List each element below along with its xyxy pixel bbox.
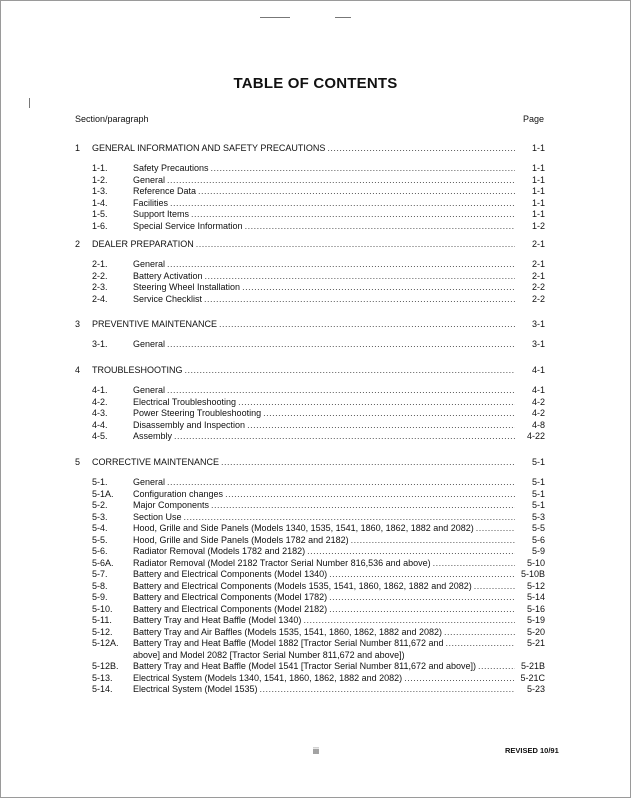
entry-number: 2-4. [92, 294, 108, 304]
entry-page: 5-1 [531, 457, 545, 467]
entry-number: 5-6A. [92, 558, 114, 568]
entry-title-with-leader [133, 281, 517, 293]
dot-leader [204, 293, 515, 305]
entry-number: 1-1. [92, 163, 108, 173]
entry-page: 5-23 [526, 684, 545, 694]
toc-item-row [0, 220, 631, 232]
entry-title: Battery Tray and Air Baffles (Models 1535, 1541, 1860, 1862, 1882 and 2082) [133, 627, 443, 637]
entry-number: 5-1. [92, 477, 108, 487]
entry-title: TROUBLESHOOTING [92, 365, 183, 375]
toc-item-row [0, 258, 631, 270]
entry-number: 5-3. [92, 512, 108, 522]
entry-title-with-leader [133, 162, 517, 174]
toc-item-row [0, 430, 631, 442]
toc-item-row [0, 545, 631, 557]
entry-title: Electrical System (Model 1535) [133, 684, 258, 694]
entry-title-with-leader [133, 545, 517, 557]
entry-page: 5-14 [526, 592, 545, 602]
entry-page: 5-10 [526, 558, 545, 568]
entry-page: 1-1 [531, 143, 545, 153]
entry-page: 2-2 [531, 294, 545, 304]
entry-number: 5-12. [92, 627, 113, 637]
entry-title-with-leader [133, 220, 517, 232]
entry-page: 1-1 [531, 163, 545, 173]
entry-page: 4-1 [531, 365, 545, 375]
entry-page: 5-19 [526, 615, 545, 625]
entry-number: 1-5. [92, 209, 108, 219]
dot-leader [303, 614, 515, 626]
dot-leader [219, 318, 515, 330]
entry-number: 5-10. [92, 604, 113, 614]
entry-title: Hood, Grille and Side Panels (Models 1782 and 2182) [133, 535, 349, 545]
dot-leader [191, 208, 515, 220]
entry-title: GENERAL INFORMATION AND SAFETY PRECAUTIONS [92, 143, 326, 153]
dot-leader [476, 522, 515, 534]
scan-speck [29, 98, 30, 108]
entry-title: Major Components [133, 500, 210, 510]
entry-page: 5-21C [520, 673, 545, 683]
entry-number: 3-1. [92, 339, 108, 349]
dot-leader [167, 384, 515, 396]
entry-number: 4-5. [92, 431, 108, 441]
scan-speck [335, 17, 351, 18]
entry-number: 5-9. [92, 592, 108, 602]
column-header-section: Section/paragraph [75, 114, 149, 124]
toc-item-row [0, 522, 631, 534]
entry-page: 5-1 [531, 477, 545, 487]
entry-title: Battery Tray and Heat Baffle (Model 1882 [Tractor Serial Number 811,672 and [133, 638, 444, 648]
toc-item-row [0, 499, 631, 511]
entry-title-with-leader [92, 238, 517, 250]
entry-title: Facilities [133, 198, 169, 208]
entry-number: 5-2. [92, 500, 108, 510]
entry-title-with-leader [133, 683, 517, 695]
entry-title: Assembly [133, 431, 173, 441]
entry-page: 1-2 [531, 221, 545, 231]
dot-leader [478, 660, 515, 672]
toc-item-row [0, 338, 631, 350]
entry-title-with-leader [133, 258, 517, 270]
dot-leader [245, 220, 515, 232]
dot-leader [307, 545, 515, 557]
toc-item-row [0, 637, 631, 649]
entry-number: 4 [75, 365, 81, 375]
entry-page: 5-3 [531, 512, 545, 522]
entry-title: DEALER PREPARATION [92, 239, 194, 249]
entry-number: 1-3. [92, 186, 108, 196]
entry-page: 5-5 [531, 523, 545, 533]
entry-title-with-leader [133, 293, 517, 305]
entry-number: 3 [75, 319, 81, 329]
entry-page: 4-8 [531, 420, 545, 430]
entry-page: 2-2 [531, 282, 545, 292]
entry-number: 4-1. [92, 385, 108, 395]
entry-page: 4-2 [531, 397, 545, 407]
toc-section-row [0, 318, 631, 330]
entry-number: 2 [75, 239, 81, 249]
entry-title-with-leader [92, 364, 517, 376]
toc-item-row [0, 614, 631, 626]
dot-leader [196, 238, 515, 250]
dot-leader [242, 281, 515, 293]
entry-number: 2-3. [92, 282, 108, 292]
entry-number: 5-8. [92, 581, 108, 591]
dot-leader [329, 568, 515, 580]
toc-section-row [0, 364, 631, 376]
entry-number: 5-7. [92, 569, 108, 579]
entry-page: 5-6 [531, 535, 545, 545]
entry-page: 5-21 [526, 638, 545, 648]
entry-number: 5-1A. [92, 489, 114, 499]
toc-item-row [0, 185, 631, 197]
dot-leader [211, 162, 515, 174]
entry-title: Battery and Electrical Components (Model 1340) [133, 569, 328, 579]
entry-number: 5-12A. [92, 638, 119, 648]
entry-title: General [133, 175, 166, 185]
dot-leader [446, 637, 516, 649]
entry-page: 2-1 [531, 239, 545, 249]
entry-title-with-leader [133, 384, 517, 396]
dot-leader [260, 683, 515, 695]
entry-title-with-leader [133, 568, 517, 580]
dot-leader [198, 185, 515, 197]
dot-leader [167, 258, 515, 270]
dot-leader [221, 456, 515, 468]
entry-title: Support Items [133, 209, 190, 219]
entry-title: Battery and Electrical Components (Models 1535, 1541, 1860, 1862, 1882 and 2082) [133, 581, 472, 591]
entry-number: 5-4. [92, 523, 108, 533]
entry-title-with-leader [92, 318, 517, 330]
entry-page: 5-1 [531, 489, 545, 499]
toc-section-row [0, 238, 631, 250]
entry-title: Battery Tray and Heat Baffle (Model 1340) [133, 615, 302, 625]
entry-title: CORRECTIVE MAINTENANCE [92, 457, 220, 467]
entry-page: 5-16 [526, 604, 545, 614]
toc-item-row [0, 384, 631, 396]
entry-number: 1-6. [92, 221, 108, 231]
toc-section-row [0, 142, 631, 154]
entry-title-with-leader [133, 637, 517, 649]
entry-page: 5-12 [526, 581, 545, 591]
entry-title: Service Checklist [133, 294, 203, 304]
toc-item-row [0, 660, 631, 672]
entry-title: Battery Tray and Heat Baffle (Model 1541 [Tractor Serial Number 811,672 and above]) [133, 661, 477, 671]
dot-leader [327, 142, 515, 154]
entry-page: 2-1 [531, 259, 545, 269]
entry-title-with-leader [133, 614, 517, 626]
entry-title-continuation: above] and Model 2082 [Tractor Serial Number 811,672 and above]) [133, 650, 405, 660]
toc-section-row [0, 456, 631, 468]
entry-title: Radiator Removal (Models 1782 and 2182) [133, 546, 306, 556]
entry-title: General [133, 385, 166, 395]
entry-page: 2-1 [531, 271, 545, 281]
toc-item-row [0, 162, 631, 174]
entry-title-with-leader [133, 430, 517, 442]
dot-leader [329, 591, 515, 603]
toc-item-row [0, 568, 631, 580]
entry-title-with-leader [133, 338, 517, 350]
entry-page: 3-1 [531, 339, 545, 349]
entry-page: 4-22 [526, 431, 545, 441]
dot-leader [263, 407, 515, 419]
toc-item-row [0, 591, 631, 603]
dot-leader [167, 338, 515, 350]
entry-page: 5-1 [531, 500, 545, 510]
scan-speck [260, 17, 290, 18]
entry-number: 2-2. [92, 271, 108, 281]
entry-number: 1-2. [92, 175, 108, 185]
entry-title: General [133, 259, 166, 269]
entry-title-with-leader [133, 208, 517, 220]
dot-leader [211, 499, 515, 511]
entry-title: Disassembly and Inspection [133, 420, 246, 430]
entry-title-with-leader [92, 142, 517, 154]
entry-page: 4-2 [531, 408, 545, 418]
entry-title: Battery Activation [133, 271, 203, 281]
entry-title-with-leader [92, 456, 517, 468]
dot-leader [185, 364, 515, 376]
toc-item-row [0, 683, 631, 695]
page-title: TABLE OF CONTENTS [233, 75, 398, 92]
entry-number: 5-12B. [92, 661, 119, 671]
entry-title: Steering Wheel Installation [133, 282, 241, 292]
entry-title-with-leader [133, 407, 517, 419]
entry-page: 5-9 [531, 546, 545, 556]
entry-title: Special Service Information [133, 221, 243, 231]
entry-number: 1-4. [92, 198, 108, 208]
entry-title: Electrical Troubleshooting [133, 397, 237, 407]
entry-number: 4-2. [92, 397, 108, 407]
entry-number: 1 [75, 143, 81, 153]
entry-title: Reference Data [133, 186, 197, 196]
entry-title: General [133, 477, 166, 487]
toc-item-row [0, 293, 631, 305]
entry-title-with-leader [133, 522, 517, 534]
toc-item-row [0, 281, 631, 293]
entry-page: 5-21B [520, 661, 545, 671]
column-header-page: Page [523, 114, 545, 124]
entry-page: 3-1 [531, 319, 545, 329]
toc-item-row [0, 208, 631, 220]
toc-item-row [0, 476, 631, 488]
entry-page: 1-1 [531, 175, 545, 185]
entry-title-with-leader [133, 476, 517, 488]
dot-leader [167, 476, 515, 488]
entry-title: Section Use [133, 512, 182, 522]
dot-leader [174, 430, 515, 442]
entry-number: 2-1. [92, 259, 108, 269]
entry-number: 5-11. [92, 615, 112, 625]
entry-title-with-leader [133, 591, 517, 603]
entry-page: 1-1 [531, 209, 545, 219]
entry-title: Battery and Electrical Components (Model 1782) [133, 592, 328, 602]
entry-title: Radiator Removal (Model 2182 Tractor Serial Number 816,536 and above) [133, 558, 431, 568]
entry-title: Configuration changes [133, 489, 224, 499]
entry-title: PREVENTIVE MAINTENANCE [92, 319, 218, 329]
entry-number: 5-14. [92, 684, 113, 694]
entry-page: 1-1 [531, 198, 545, 208]
footer-page-number: iii [313, 746, 319, 756]
entry-title: Battery and Electrical Components (Model 2182) [133, 604, 328, 614]
entry-page: 5-20 [526, 627, 545, 637]
entry-page: 1-1 [531, 186, 545, 196]
entry-number: 4-3. [92, 408, 108, 418]
entry-page: 4-1 [531, 385, 545, 395]
entry-title-with-leader [133, 660, 517, 672]
entry-number: 5-13. [92, 673, 113, 683]
entry-title: General [133, 339, 166, 349]
footer-revision: REVISED 10/91 [505, 746, 559, 755]
entry-page: 5-10B [520, 569, 545, 579]
entry-number: 5 [75, 457, 81, 467]
entry-title: Power Steering Troubleshooting [133, 408, 262, 418]
entry-title-with-leader [133, 185, 517, 197]
toc-item-row [0, 407, 631, 419]
entry-title: Electrical System (Models 1340, 1541, 1860, 1862, 1882 and 2082) [133, 673, 403, 683]
entry-number: 5-5. [92, 535, 108, 545]
entry-number: 4-4. [92, 420, 108, 430]
entry-number: 5-6. [92, 546, 108, 556]
entry-title-with-leader [133, 499, 517, 511]
entry-title: Hood, Grille and Side Panels (Models 1340, 1535, 1541, 1860, 1862, 1882 and 2082) [133, 523, 474, 533]
entry-title: Safety Precautions [133, 163, 209, 173]
